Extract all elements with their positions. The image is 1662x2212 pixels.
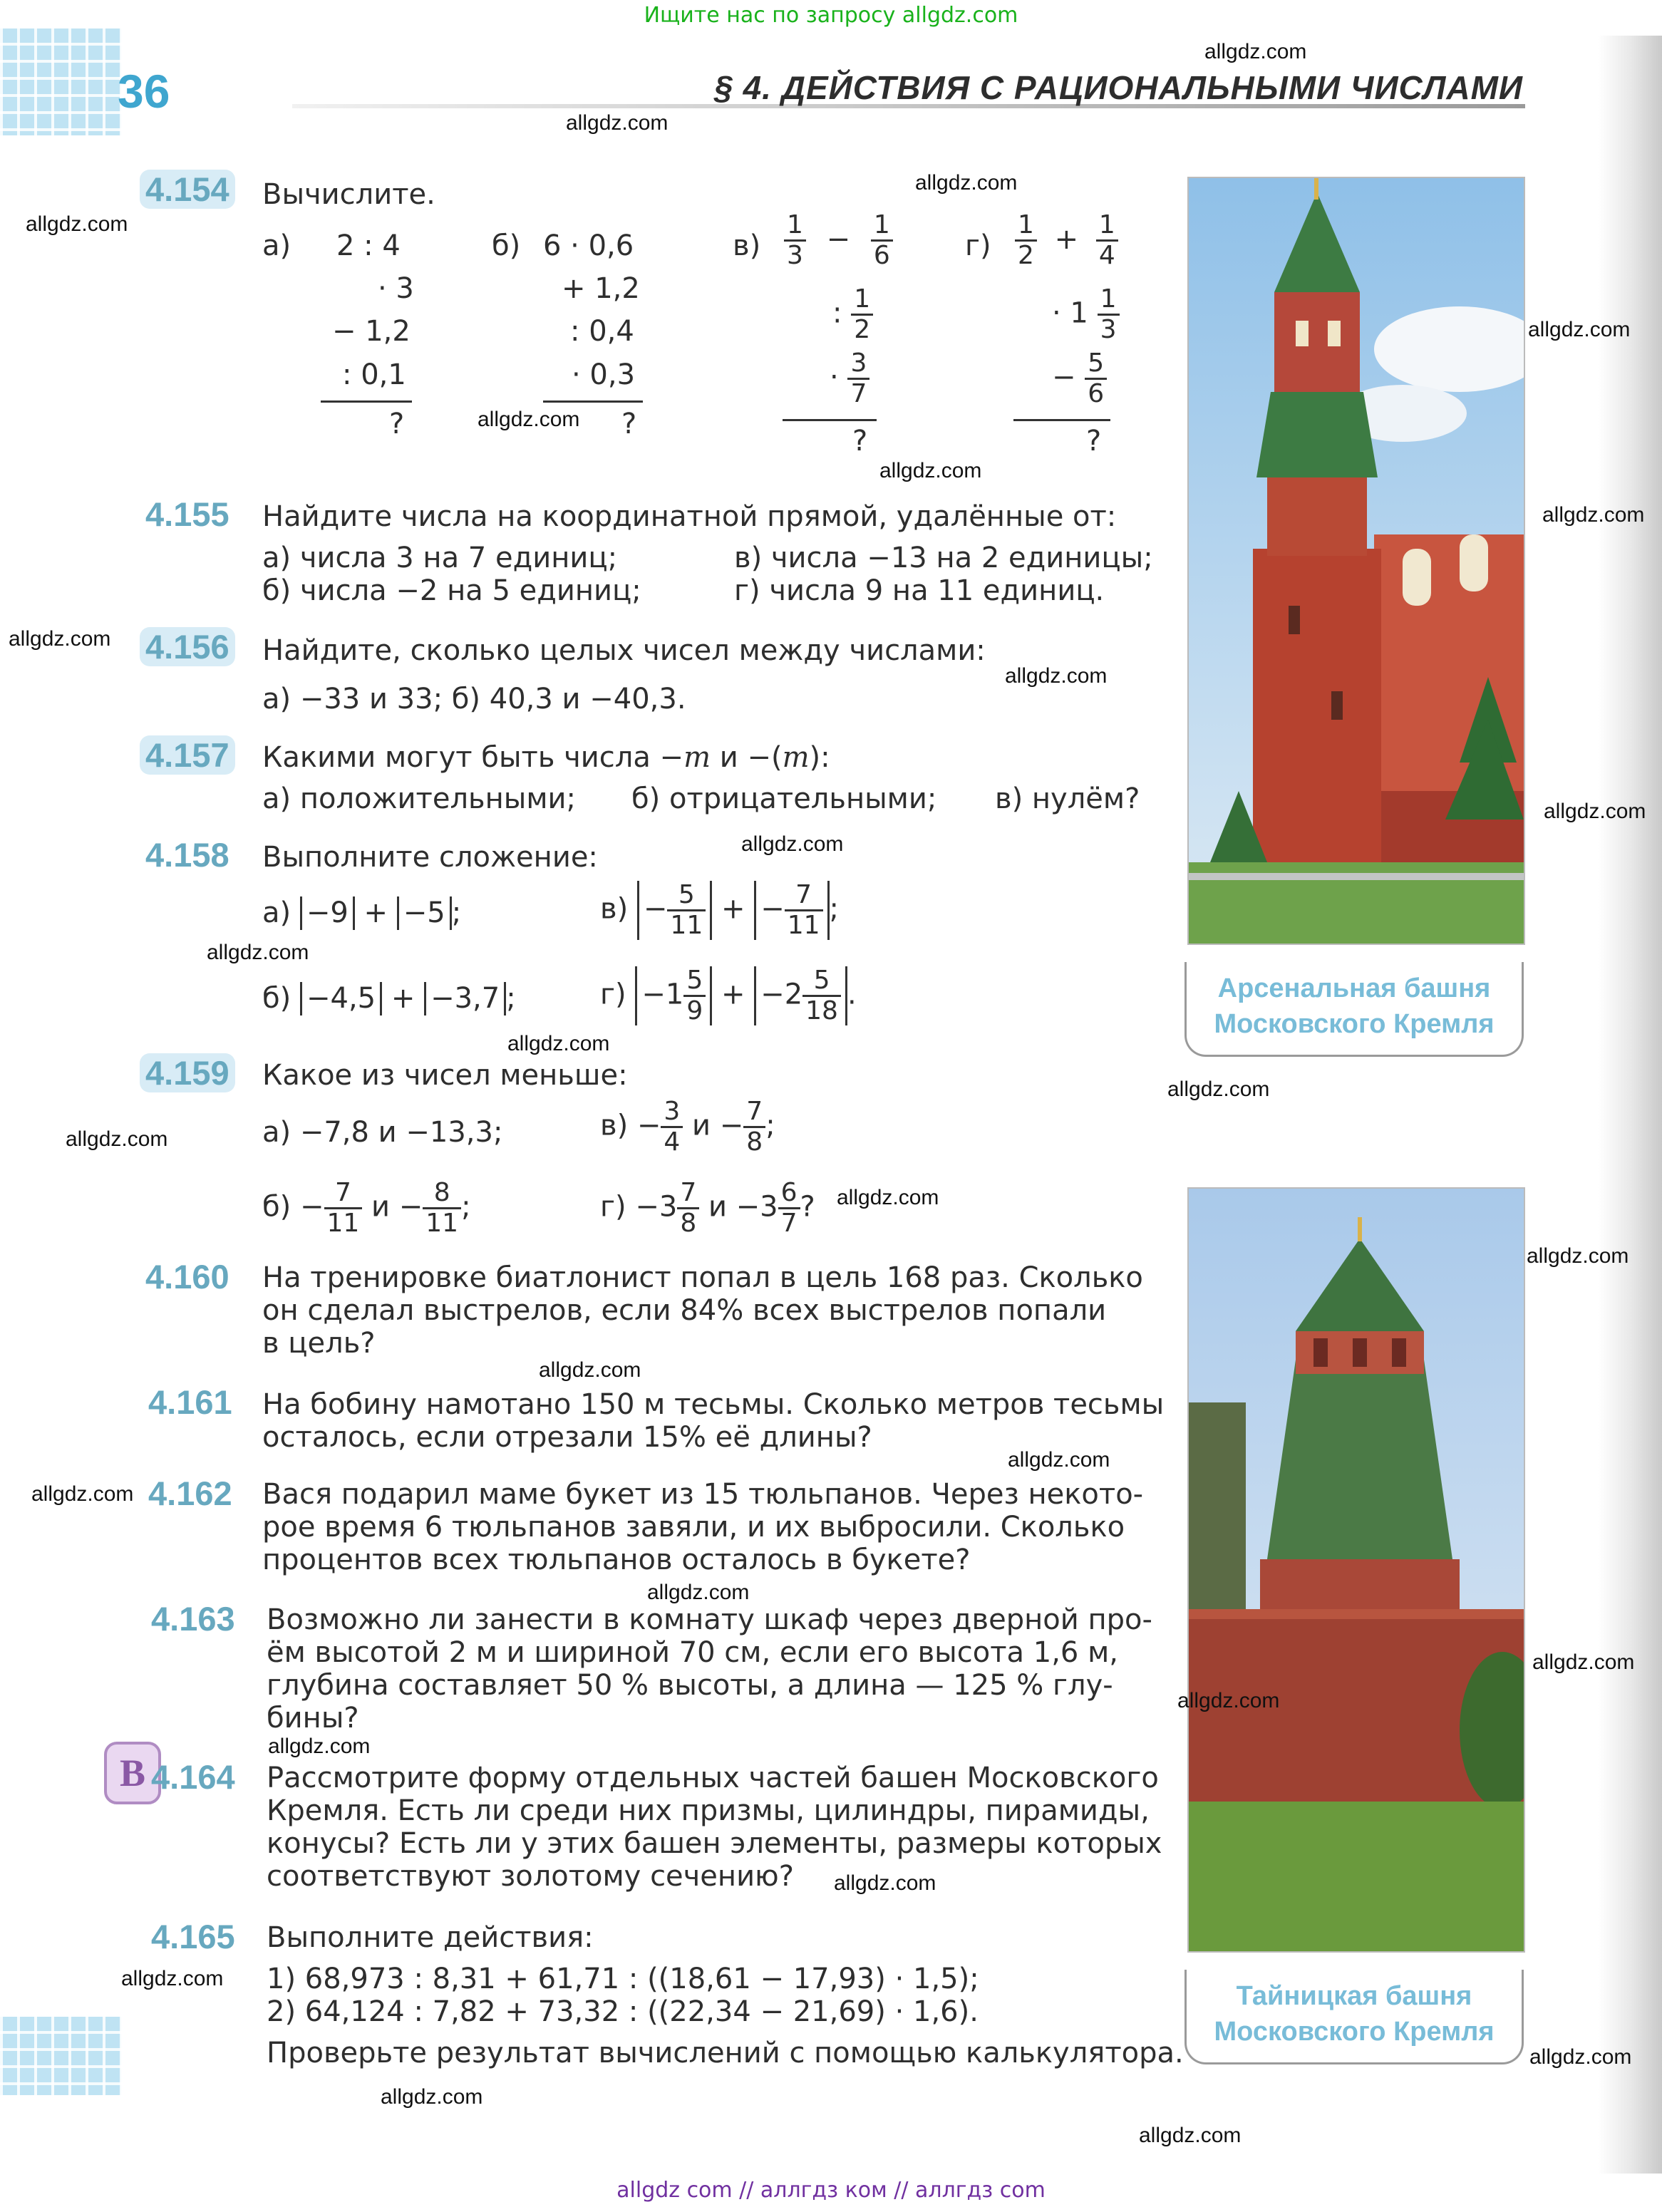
- watermark-link[interactable]: allgdz.com: [834, 1871, 936, 1895]
- item-label: а): [262, 229, 291, 262]
- problem-text-line: глубина составляет 50 % высоты, а длина — 125 % глу-: [267, 1669, 1113, 1702]
- tower-illustration: [1189, 178, 1524, 944]
- tainitskaya-tower-photo: [1187, 1187, 1525, 1953]
- problem-number: 4.164: [151, 1758, 235, 1796]
- item-label: б): [492, 229, 521, 262]
- watermark-link[interactable]: allgdz.com: [1529, 2045, 1632, 2069]
- problem-text-line: он сделал выстрелов, если 84% всех выстрелов попали: [262, 1294, 1107, 1327]
- problem-text-line: Кремля. Есть ли среди них призмы, цилиндры, пирамиды,: [267, 1794, 1150, 1827]
- problem-text-line: ём высотой 2 м и шириной 70 см, если его высота 1,6 м,: [267, 1636, 1118, 1669]
- page-edge-shadow: [1598, 36, 1662, 2174]
- problem-text-line: рое время 6 тюльпанов завяли, и их выбросили. Сколько: [262, 1511, 1125, 1544]
- problem-text-line: На бобину намотано 150 м тесьмы. Сколько метров тесьмы: [262, 1388, 1165, 1421]
- item-label: в): [733, 229, 761, 262]
- decorative-tiles-bottom: [0, 2017, 121, 2095]
- abs-fraction-expression: в) − $\frac{5}{11}$ + − $\frac{7}{11}$ ;: [600, 880, 839, 940]
- top-banner[interactable]: Ищите нас по запросу allgdz.com: [644, 3, 1018, 28]
- problem-item: а) −33 и 33; б) 40,3 и −40,3.: [262, 683, 686, 715]
- watermark-link[interactable]: allgdz.com: [66, 1127, 168, 1151]
- bottom-links[interactable]: allgdz com // аллгдз ком // аллгдз com: [616, 2178, 1046, 2203]
- problem-text-line: конусы? Есть ли у этих башен элементы, размеры которых: [267, 1827, 1162, 1860]
- problem-text-line: 2) 64,124 : 7,82 + 73,32 : ((22,34 − 21,69) · 1,6).: [267, 1995, 979, 2028]
- fraction-op: · 1 $\frac{1}{3}$: [1052, 285, 1120, 344]
- problem-number: 4.159: [140, 1053, 235, 1092]
- watermark-link[interactable]: allgdz.com: [1527, 1244, 1629, 1268]
- problem-text-line: Возможно ли занести в комнату шкаф через дверной про-: [267, 1603, 1152, 1636]
- problem-item: б) числа −2 на 5 единиц;: [262, 574, 641, 607]
- fraction-compare: в) − $\frac{3}{4}$ и − $\frac{7}{8}$ ;: [600, 1097, 775, 1157]
- fraction-compare: г) −3 $\frac{7}{8}$ и −3 $\frac{6}{7}$ ?: [600, 1178, 815, 1238]
- watermark-link[interactable]: allgdz.com: [879, 459, 982, 482]
- watermark-link[interactable]: allgdz.com: [121, 1967, 224, 1990]
- fraction-expression: $\frac{1}{3}$ − $\frac{1}{6}$: [784, 211, 893, 270]
- fraction-expression: $\frac{1}{2}$ + $\frac{1}{4}$: [1015, 211, 1118, 270]
- problem-text-line: бины?: [267, 1702, 359, 1735]
- watermark-link[interactable]: allgdz.com: [566, 111, 669, 135]
- problem-item: а) −7,8 и −13,3;: [262, 1116, 503, 1149]
- watermark-link[interactable]: allgdz.com: [647, 1581, 750, 1604]
- abs-fraction-expression: г) −1 $\frac{5}{9}$ + −2 $\frac{5}{18}$ .: [600, 966, 857, 1025]
- fraction-op: · $\frac{3}{7}$: [830, 349, 869, 408]
- chain-op: · 0,3: [572, 358, 636, 391]
- chain-op: : 0,1: [342, 358, 406, 391]
- watermark-link[interactable]: allgdz.com: [539, 1358, 641, 1382]
- chain-start: 2 : 4: [336, 229, 401, 262]
- problem-item: в) нулём?: [995, 782, 1140, 815]
- watermark-link[interactable]: allgdz.com: [1532, 1650, 1635, 1674]
- problem-number: 4.154: [140, 170, 235, 209]
- watermark-link[interactable]: allgdz.com: [1167, 1077, 1270, 1101]
- problem-item: г) числа 9 на 11 единиц.: [734, 574, 1105, 607]
- problem-number: 4.157: [140, 735, 235, 775]
- watermark-link[interactable]: allgdz.com: [1139, 2124, 1242, 2147]
- chain-op: + 1,2: [562, 272, 640, 305]
- chain-result: ?: [1086, 425, 1102, 458]
- watermark-link[interactable]: allgdz.com: [268, 1735, 371, 1758]
- level-badge: В: [104, 1742, 161, 1804]
- tower-illustration: [1189, 1189, 1524, 1951]
- chain-rule: [1013, 419, 1110, 421]
- chain-result: ?: [389, 408, 405, 440]
- watermark-link[interactable]: allgdz.com: [1528, 318, 1631, 341]
- watermark-link[interactable]: allgdz.com: [1177, 1689, 1280, 1712]
- chain-rule: [321, 400, 412, 403]
- problem-text-line: осталось, если отрезали 15% её длины?: [262, 1421, 872, 1454]
- problem-text-line: процентов всех тюльпанов осталось в букете?: [262, 1544, 971, 1576]
- fraction-op: : $\frac{1}{2}$: [832, 285, 873, 344]
- watermark-link[interactable]: allgdz.com: [837, 1186, 939, 1209]
- problem-item: б) отрицательными;: [631, 782, 937, 815]
- watermark-link[interactable]: allgdz.com: [1204, 40, 1307, 63]
- page-number: 36: [118, 65, 170, 118]
- chain-op: · 3: [378, 272, 414, 305]
- problem-title: Какое из чисел меньше:: [262, 1059, 628, 1092]
- fraction-op: − $\frac{5}{6}$: [1052, 349, 1107, 408]
- problem-number: 4.158: [145, 836, 229, 874]
- problem-text-line: Рассмотрите форму отдельных частей башен Московского: [267, 1762, 1159, 1794]
- watermark-link[interactable]: allgdz.com: [1544, 800, 1646, 823]
- problem-item: в) числа −13 на 2 единицы;: [734, 542, 1153, 574]
- problem-number: 4.163: [151, 1600, 235, 1638]
- problem-text-line: соответствуют золотому сечению?: [267, 1860, 794, 1893]
- abs-expression: а) −9 + −5 ;: [262, 896, 462, 929]
- decorative-tiles-top: [0, 29, 121, 135]
- problem-item: а) числа 3 на 7 единиц;: [262, 542, 618, 574]
- watermark-link[interactable]: allgdz.com: [207, 941, 309, 964]
- watermark-link[interactable]: allgdz.com: [9, 627, 111, 651]
- section-header: § 4. ДЕЙСТВИЯ С РАЦИОНАЛЬНЫМИ ЧИСЛАМИ: [714, 69, 1523, 106]
- problem-text-line: в цель?: [262, 1327, 376, 1360]
- problem-number: 4.160: [145, 1258, 229, 1296]
- watermark-link[interactable]: allgdz.com: [478, 408, 580, 431]
- chain-result: ?: [852, 425, 868, 458]
- problem-number: 4.162: [148, 1474, 232, 1512]
- problem-number: 4.155: [145, 495, 229, 533]
- abs-expression: б) −4,5 + −3,7 ;: [262, 982, 516, 1015]
- watermark-link[interactable]: allgdz.com: [1008, 1448, 1110, 1472]
- arsenal-tower-photo: [1187, 177, 1525, 945]
- problem-title: Выполните сложение:: [262, 841, 598, 874]
- fraction-compare: б) − $\frac{7}{11}$ и − $\frac{8}{11}$ ;: [262, 1178, 471, 1238]
- watermark-link[interactable]: allgdz.com: [1542, 503, 1645, 527]
- photo-caption: Арсенальная башня Московского Кремля: [1184, 962, 1524, 1057]
- problem-title: Найдите числа на координатной прямой, удалённые от:: [262, 500, 1117, 533]
- problem-text-line: На тренировке биатлонист попал в цель 168 раз. Сколько: [262, 1261, 1143, 1294]
- problem-text-line: 1) 68,973 : 8,31 + 61,71 : ((18,61 − 17,93) · 1,5);: [267, 1963, 979, 1995]
- watermark-link[interactable]: allgdz.com: [1005, 664, 1108, 688]
- problem-text-line: Вася подарил маме букет из 15 тюльпанов. Через некото-: [262, 1478, 1144, 1511]
- chain-rule: [543, 400, 643, 403]
- chain-op: − 1,2: [332, 315, 411, 348]
- watermark-link[interactable]: allgdz.com: [26, 212, 128, 236]
- problem-title: Какими могут быть числа −m и −(m):: [262, 741, 830, 774]
- chain-start: 6 · 0,6: [543, 229, 634, 262]
- watermark-link[interactable]: allgdz.com: [915, 171, 1018, 195]
- chain-result: ?: [621, 408, 637, 440]
- watermark-link[interactable]: allgdz.com: [381, 2085, 483, 2109]
- watermark-link[interactable]: allgdz.com: [31, 1482, 134, 1506]
- problem-number: 4.165: [151, 1918, 235, 1955]
- problem-text-line: Выполните действия:: [267, 1921, 594, 1954]
- watermark-link[interactable]: allgdz.com: [741, 832, 844, 856]
- photo-caption: Тайницкая башня Московского Кремля: [1184, 1970, 1524, 2064]
- watermark-link[interactable]: allgdz.com: [507, 1032, 610, 1055]
- problem-title: Вычислите.: [262, 178, 435, 211]
- problem-title: Найдите, сколько целых чисел между числами:: [262, 634, 986, 667]
- item-label: г): [965, 229, 991, 262]
- chain-rule: [783, 419, 877, 421]
- problem-number: 4.156: [140, 627, 235, 666]
- problem-text-line: Проверьте результат вычислений с помощью калькулятора.: [267, 2037, 1184, 2069]
- problem-item: а) положительными;: [262, 782, 576, 815]
- chain-op: : 0,4: [570, 315, 634, 348]
- problem-number: 4.161: [148, 1383, 232, 1421]
